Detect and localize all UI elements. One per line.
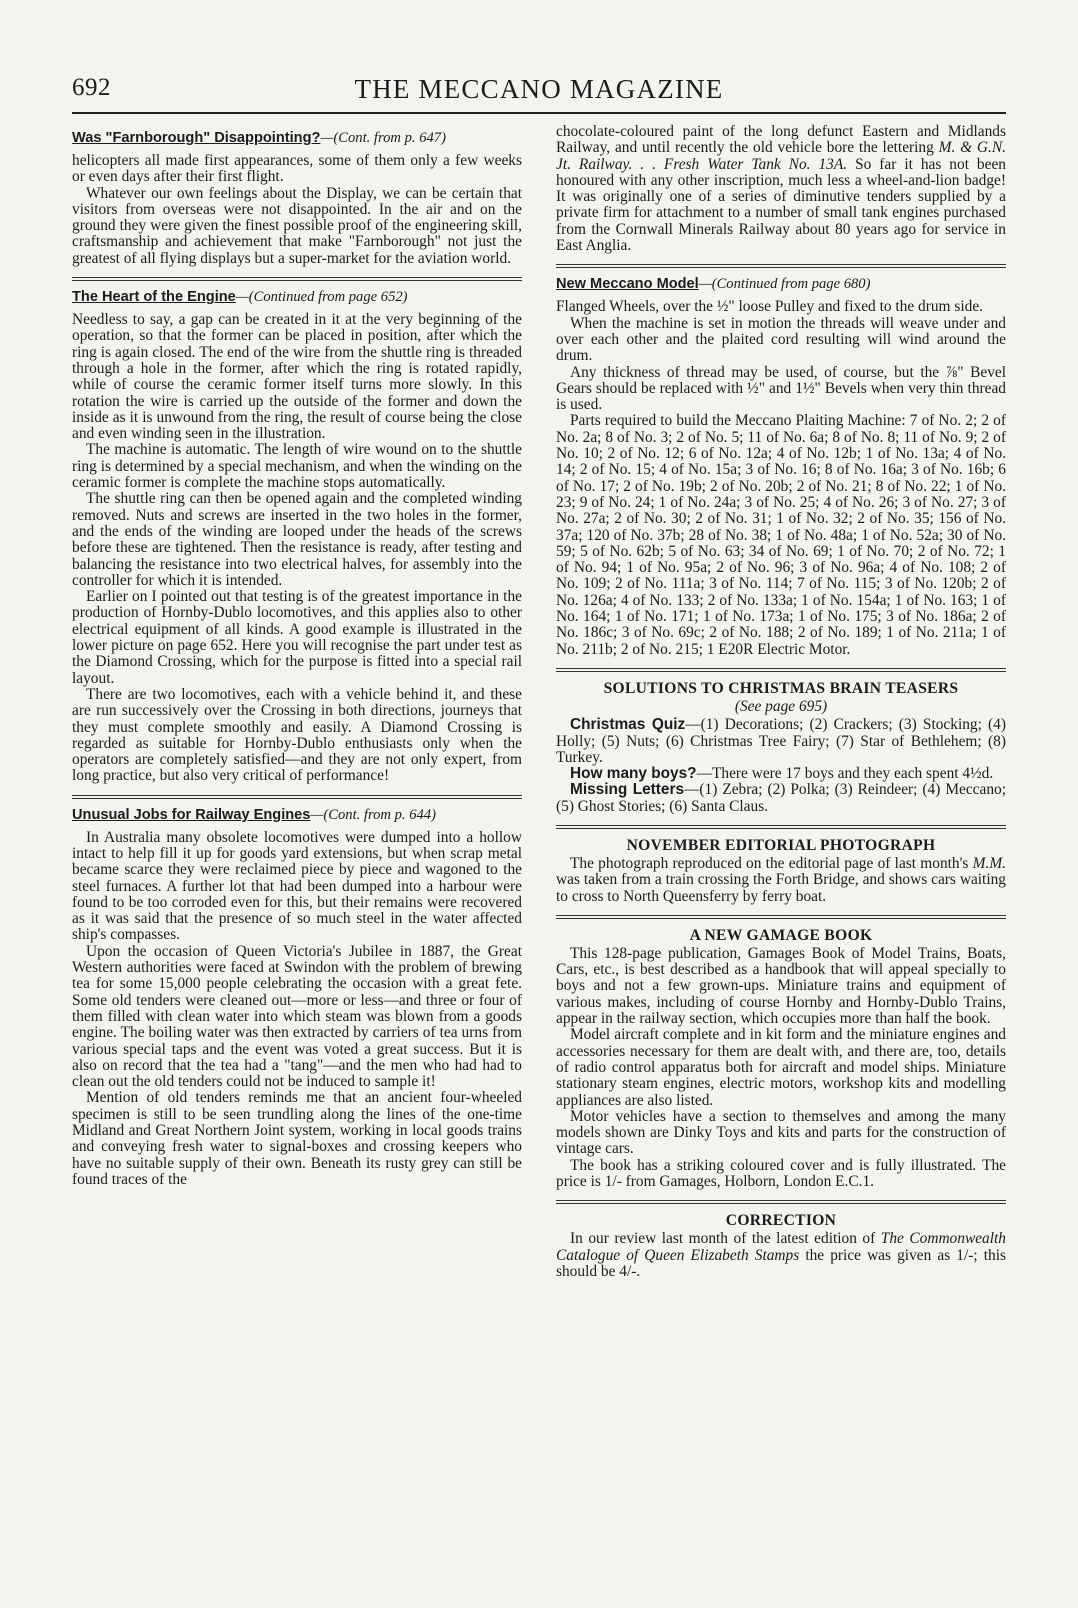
article-title: New Meccano Model—(Continued from page 680) xyxy=(556,276,871,293)
paragraph: This 128-page publication, Gamages Book of Model Trains, Boats, Cars, etc., is best described as a handbook that will appeal specially to boys and not a few grown-ups. Miniature trains and equipment of various makes, including of course Hornby and Hornby-Dublo Trains, appear in the railway section, which occupies more than half the book. xyxy=(556,944,1006,1028)
paragraph: Christmas Quiz—(1) Decorations; (2) Crackers; (3) Stocking; (4) Holly; (5) Nuts; (6) Christmas Tree Fairy; (7) Star of Bethlehem; (8) Turkey. xyxy=(556,716,1006,766)
left-column xyxy=(72,124,522,1188)
paragraph: chocolate-coloured paint of the long defunct Eastern and Midlands Railway, and until recently the old vehicle bore the lettering M. & G.N. Jt. Railway. . . Fresh Water Tank No. 13A. So far it has not been honoured with any other inscription, much less a wheel-and-lion badge! It was originally one of a series of diminutive tenders supplied by a private firm for attachment to a number of small tank engines purchased from the Cornwall Minerals Railway about 80 years ago for service in East Anglia. xyxy=(556,123,1006,255)
section-heading: NOVEMBER EDITORIAL PHOTOGRAPH xyxy=(626,836,936,854)
section-rule xyxy=(556,915,1006,919)
section-heading: A NEW GAMAGE BOOK xyxy=(689,926,873,944)
section-rule xyxy=(72,795,522,799)
article-title: Unusual Jobs for Railway Engines—(Cont. from p. 644) xyxy=(72,806,436,823)
paragraph: The shuttle ring can then be opened again and the completed winding removed. Nuts and screws are inserted in the two holes in the former, and the ends of the winding are looped under the heads of the screws before these are tightened. Then the resistance is ready, after testing and balancing the resistance into two electrical halves, for assembly into the controller for which it is intended. xyxy=(72,490,522,589)
paragraph: There are two locomotives, each with a vehicle behind it, and these are run successively over the Crossing in both directions, journeys that they must complete smoothly and easily. A Diamond Crossing is regarded as suitable for Hornby-Dublo enthusiasts only when the operators are completely satisfied—and they are not only expert, from long practice, but also very critical of performance! xyxy=(72,685,522,785)
paragraph: The photograph reproduced on the editorial page of last month's M.M. was taken from a train crossing the Forth Bridge, and shows cars waiting to cross to North Queensferry by ferry boat. xyxy=(556,854,1006,905)
page-number: 692 xyxy=(72,74,111,101)
paragraph: When the machine is set in motion the threads will weave under and over each other and the plaited cord resulting will wind around the drum. xyxy=(556,314,1006,365)
article-gamage-book xyxy=(556,927,1006,1190)
paragraph: Mention of old tenders reminds me that an ancient four-wheeled specimen is still to be seen trundling along the lines of the one-time Midland and Great Northern Joint system, working in local goods trains and conveying fresh water to signal-boxes and crossing keepers who have no suitable supply of their own. Beneath its rusty grey can still be found traces of the xyxy=(72,1089,522,1188)
article-heart-of-engine xyxy=(72,289,522,785)
section-rule xyxy=(72,277,522,281)
paragraph: Flanged Wheels, over the ½" loose Pulley and fixed to the drum side. xyxy=(556,298,984,316)
paragraph: Needless to say, a gap can be created in it at the very beginning of the operation, so that the former can be placed in position, after which the ring is again closed. The end of the wire from the shuttle ring is threaded through a hole in the former, after which the ring is rotated rapidly, while of course the ceramic former itself turns more slowly. In this rotation the wire is carried up the outside of the former and down the inside as it is unwound from the ring, the result of course being the close and even winding seen in the illustration. xyxy=(72,311,522,443)
article-solutions xyxy=(556,680,1006,815)
section-rule xyxy=(556,825,1006,829)
article-title: Was "Farnborough" Disappointing?—(Cont. from p. 647) xyxy=(72,130,446,146)
section-heading: CORRECTION xyxy=(725,1212,837,1230)
paragraph: Any thickness of thread may be used, of course, but the ⅞" Bevel Gears should be replaced with ½" and 1½" Bevels when very thin thread is used. xyxy=(556,363,1006,414)
header-rule xyxy=(72,112,1006,114)
paragraph: Model aircraft complete and in kit form and the miniature engines and accessories necessary for them are dealt with, and there are, too, details of radio control apparatus both for aircraft and model ships. Miniature stationary steam engines, electric motors, workshop kits and modelling appliances are also listed. xyxy=(556,1026,1006,1109)
parts-list: Parts required to build the Meccano Plaiting Machine: 7 of No. 2; 2 of No. 2a; 8 of No. 3; 2 of No. 5; 11 of No. 6a; 8 of No. 8; 11 of No. 9; 2 of No. 10; 2 of No. 12; 6 of No. 12a; 4 of No. 12b; 1 of No. 13a; 4 of No. 14; 2 of No. 15; 4 of No. 15a; 3 of No. 16; 8 of No. 16a; 3 of No. 16b; 6 of No. 17; 2 of No. 19b; 2 of No. 20b; 2 of No. 21; 8 of No. 22; 1 of No. 23; 9 of No. 24; 1 of No. 24a; 3 of No. 25; 4 of No. 26; 3 of No. 27; 3 of No. 27a; 2 of No. 30; 2 of No. 31; 1 of No. 32; 2 of No. 35; 156 of No. 37a; 120 of No. 37b; 28 of No. 38; 1 of No. 48a; 1 of No. 52a; 30 of No. 59; 5 of No. 62b; 5 of No. 63; 34 of No. 69; 1 of No. 70; 2 of No. 72; 1 of No. 94; 1 of No. 95a; 2 of No. 96; 3 of No. 96a; 4 of No. 108; 2 of No. 109; 2 of No. 111a; 3 of No. 114; 7 of No. 115; 3 of No. 120b; 2 of No. 126a; 4 of No. 133; 2 of No. 133a; 1 of No. 154a; 1 of No. 163; 1 of No. 164; 1 of No. 171; 1 of No. 173a; 1 of No. 175; 3 of No. 186a; 2 of No. 186c; 3 of No. 69c; 2 of No. 188; 2 of No. 189; 1 of No. 211a; 1 of No. 211b; 2 of No. 215; 1 E20R Electric Motor. xyxy=(556,412,1006,658)
article-unusual-jobs-continued xyxy=(556,124,1006,254)
article-unusual-jobs xyxy=(72,807,522,1189)
paragraph: The book has a striking coloured cover and is fully illustrated. The price is 1/- from Gamages, Holborn, London E.C.1. xyxy=(556,1156,1006,1191)
see-page-note: (See page 695) xyxy=(734,697,828,715)
article-new-meccano-model xyxy=(556,276,1006,658)
paragraph: helicopters all made first appearances, some of them only a few weeks or even days after their first flight. xyxy=(72,152,522,186)
article-title: The Heart of the Engine—(Continued from page 652) xyxy=(72,289,408,306)
paragraph: How many boys?—There were 17 boys and they each spent 4½d. xyxy=(570,765,994,783)
article-correction xyxy=(556,1212,1006,1280)
paragraph: Whatever our own feelings about the Display, we can be certain that visitors from overseas were not disappointed. In the air and on the ground they were given the finest possible proof of the engineering skill, craftsmanship and achievement that make "Farnborough" not just the greatest of all flying displays but a super-market for the aviation world. xyxy=(72,184,522,267)
section-rule xyxy=(556,668,1006,672)
paragraph: The machine is automatic. The length of wire wound on to the shuttle ring is determined by a special mechanism, and when the winding on the ceramic former is complete the machine stops automatically. xyxy=(72,441,522,492)
article-farnborough xyxy=(72,130,522,267)
paragraph: Upon the occasion of Queen Victoria's Jubilee in 1887, the Great Western authorities were faced at Swindon with the problem of brewing tea for some 15,000 people celebrating the occasion with a great fete. Some old tenders were cleaned out—more or less—and three or four of them filled with clean water into which steam was blown from a goods engine. The boiling water was then extracted by carriers of tea urns from various special taps and the event was voted a great success. But it is also on record that the tea had a "tang"—and the men who had had to clean out the old tenders could not be induced to sample it! xyxy=(72,942,522,1091)
section-rule xyxy=(556,1200,1006,1204)
article-november-photo xyxy=(556,837,1006,905)
section-heading: SOLUTIONS TO CHRISTMAS BRAIN TEASERS xyxy=(603,679,959,697)
magazine-title: THE MECCANO MAGAZINE xyxy=(354,74,724,104)
paragraph: Earlier on I pointed out that testing is of the greatest importance in the production of Hornby-Dublo locomotives, and this applies also to other electrical equipment of all kinds. A good example is illustrated in the lower picture on page 652. Here you will recognise the part under test as the Diamond Crossing, which for the purpose is fitted into a special rail layout. xyxy=(72,588,522,687)
paragraph: In our review last month of the latest edition of The Commonwealth Catalogue of Queen Elizabeth Stamps the price was given as 1/-; this should be 4/-. xyxy=(556,1230,1006,1280)
page-header xyxy=(72,74,1006,108)
paragraph: In Australia many obsolete locomotives were dumped into a hollow intact to help fill it up for goods yard extensions, but when scrap metal became scarce they were reclaimed piece by piece and wagoned to the steel furnaces. A further lot that had been dumped into a harbour were found to be too corroded even for this, but their remains were recovered as it was said that the presence of so much steel in the water affected ship's compasses. xyxy=(72,828,522,944)
right-column xyxy=(556,124,1006,1280)
section-rule xyxy=(556,264,1006,268)
paragraph: Motor vehicles have a section to themselves and among the many models shown are Dinky Toys and kits and parts for the construction of vintage cars. xyxy=(556,1107,1006,1158)
paragraph: Missing Letters—(1) Zebra; (2) Polka; (3) Reindeer; (4) Meccano; (5) Ghost Stories; (6) Santa Claus. xyxy=(556,781,1006,815)
